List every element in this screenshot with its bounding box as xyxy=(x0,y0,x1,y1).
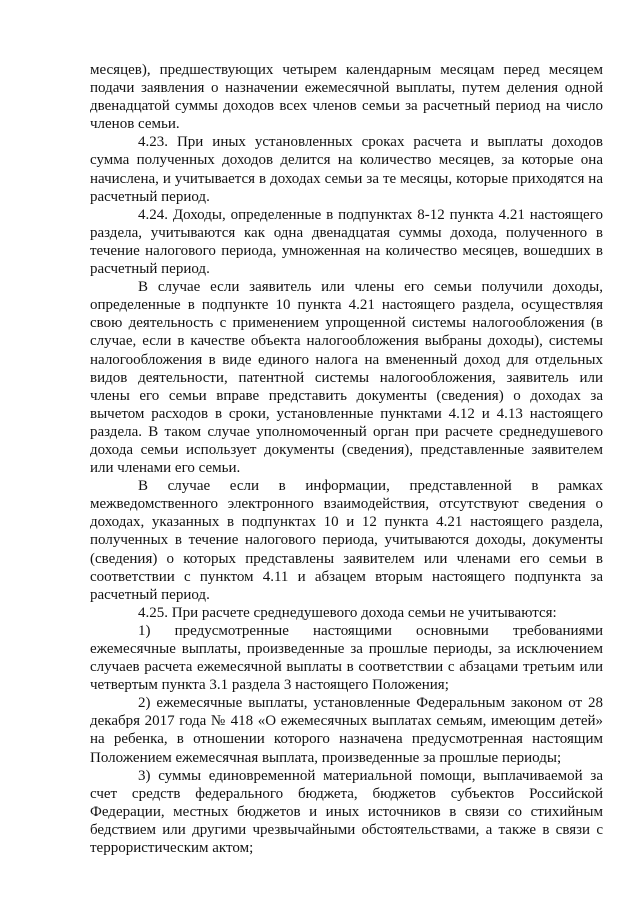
paragraph-4-25: 4.25. При расчете среднедушевого дохода семьи не учитываются: xyxy=(138,604,557,621)
paragraph-4-23: 4.23. При иных установленных сроках расчета и выплаты доходов сумма полученных доходов делится на количество месяцев, за которые она начислена, и учитывается в доходах семьи за те месяцы, которые приходятся на расчетный период. xyxy=(90,134,603,205)
document-body xyxy=(90,61,603,857)
paragraph-missing-info: В случае если в информации, представленной в рамках межведомственного электронного взаимодействия, отсутствуют сведения о доходах, указанных в подпунктах 10 и 12 пункта 4.21 настоящего раздела, полученных в течение налогового периода, учитываются доходы, документы (сведения) о которых представлены заявителем или членами его семьи в соответствии с пунктом 4.11 и абзацем вторым настоящего подпункта за расчетный период. xyxy=(90,478,603,603)
paragraph-simplified-tax: В случае если заявитель или члены его семьи получили доходы, определенные в подпункте 10 пункта 4.21 настоящего раздела, осуществляя свою деятельность с применением упрощенной системы налогообложения (в случае, если в качестве объекта налогообложения выбраны доходы), системы налогообложения в виде единого налога на вмененный доход для отдельных видов деятельности, патентной системы налогообложения, заявитель или члены его семьи вправе представить документы (сведения) о доходах за вычетом расходов в сроки, установленные пунктами 4.12 и 4.13 настоящего раздела. В таком случае уполномоченный орган при расчете среднедушевого дохода семьи использует документы (сведения), представленные заявителем или членами его семьи. xyxy=(90,279,603,477)
paragraph-continuation: месяцев), предшествующих четырем календарным месяцам перед месяцем подачи заявления о назначении ежемесячной выплаты, путем деления одной двенадцатой суммы доходов всех членов семьи за расчетный период на число членов семьи. xyxy=(90,62,603,133)
list-item-3: 3) суммы единовременной материальной помощи, выплачиваемой за счет средств федерального бюджета, бюджетов субъектов Российской Федерации, местных бюджетов и иных источников в связи со стихийным бедствием или другими чрезвычайными обстоятельствами, а также в связи с террористическим актом; xyxy=(90,767,603,857)
list-item-2: 2) ежемесячные выплаты, установленные Федеральным законом от 28 декабря 2017 года № 418 «О ежемесячных выплатах семьям, имеющим детей» на ребенка, в отношении которого назначена предусмотренная настоящим Положением ежемесячная выплата, произведенные за прошлые периоды; xyxy=(90,695,603,766)
paragraph-4-24: 4.24. Доходы, определенные в подпунктах 8-12 пункта 4.21 настоящего раздела, учитываются как одна двенадцатая суммы дохода, полученного в течение налогового периода, умноженная на количество месяцев, вошедших в расчетный период. xyxy=(90,206,603,278)
list-item-1: 1) предусмотренные настоящими основными требованиями ежемесячные выплаты, произведенные за прошлые периоды, за исключением случаев расчета ежемесячной выплаты в соответствии с абзацами третьим или четвертым пункта 3.1 раздела 3 настоящего Положения; xyxy=(90,622,603,694)
